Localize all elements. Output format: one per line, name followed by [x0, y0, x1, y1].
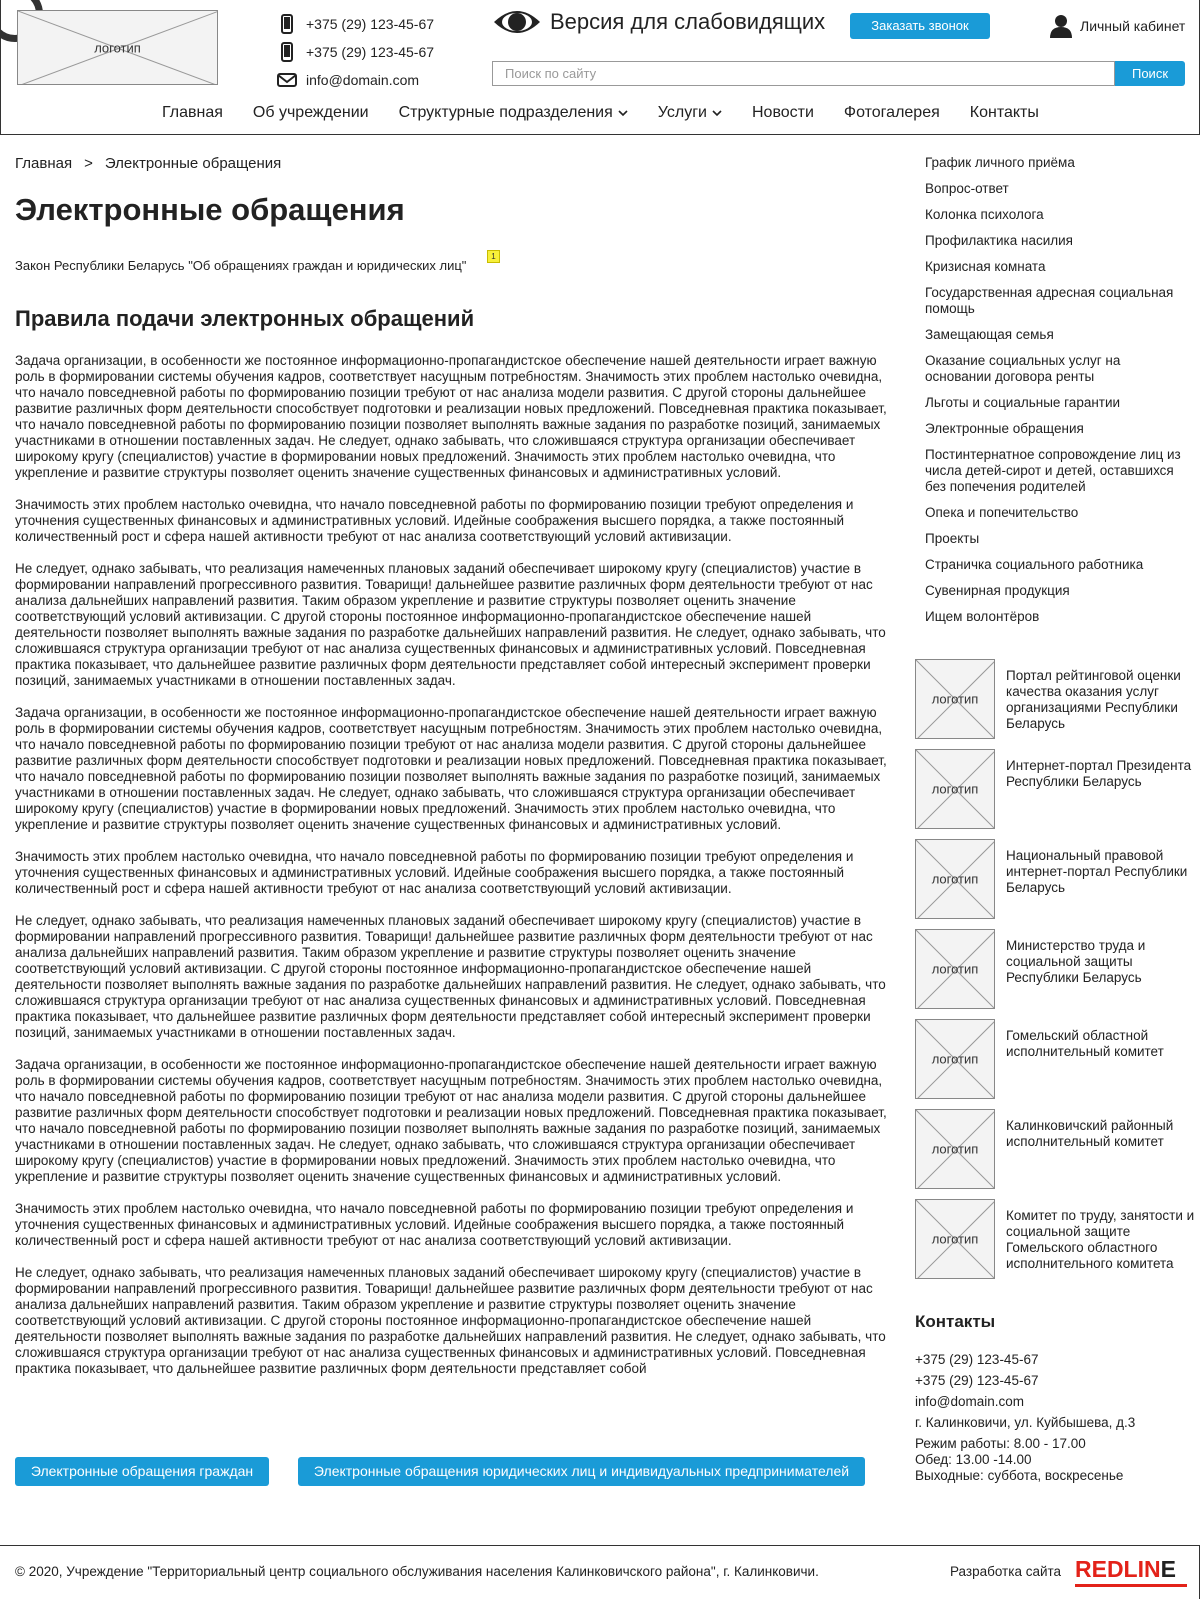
header-email[interactable] — [277, 66, 434, 94]
contact-phone-1[interactable]: +375 (29) 123-45-67 — [915, 1352, 1039, 1367]
phone-icon — [277, 13, 297, 35]
partner-link-text: Портал рейтинговой оценки качества оказания услуг организациями Республики Беларусь — [1006, 668, 1181, 731]
sidebar-item-social-aid[interactable]: Государственная адресная социальная помощь — [925, 285, 1174, 316]
partner-logo — [915, 1019, 995, 1099]
partner-link[interactable] — [915, 929, 1195, 1009]
nav-item-about[interactable] — [253, 104, 369, 122]
partner-logo — [915, 929, 995, 1009]
sidebar-item-post-boarding[interactable]: Постинтернатное сопровождение лиц из числа детей-сирот и детей, оставшихся без попечения родителей — [925, 447, 1181, 494]
contact-address: г. Калинковичи, ул. Куйбышева, д.3 — [915, 1415, 1136, 1430]
partner-link[interactable] — [915, 659, 1195, 739]
callback-button[interactable]: Заказать звонок — [850, 13, 990, 39]
sidebar-menu — [925, 155, 1190, 635]
partner-logo — [915, 749, 995, 829]
citizens-appeals-button[interactable]: Электронные обращения граждан — [15, 1457, 269, 1486]
header-phone-2-text: +375 (29) 123-45-67 — [306, 44, 435, 60]
nav-item-services[interactable] — [658, 104, 722, 122]
partner-logo-label: логотип — [931, 961, 979, 977]
partner-logo — [915, 839, 995, 919]
partner-link-text: Калинковичский районный исполнительный комитет — [1006, 1118, 1174, 1149]
main-nav — [162, 104, 1069, 122]
header-email-text: info@domain.com — [306, 72, 420, 88]
breadcrumb-current: Электронные обращения — [104, 155, 282, 172]
site-logo[interactable] — [17, 10, 218, 85]
personal-cabinet-link[interactable] — [1050, 14, 1185, 38]
phone-icon — [277, 41, 297, 63]
sidebar-item-psychologist[interactable]: Колонка психолога — [925, 207, 1044, 222]
header-contacts — [277, 10, 434, 94]
chevron-down-icon — [712, 110, 722, 117]
contact-hours: Режим работы: 8.00 - 17.00 — [915, 1436, 1086, 1451]
contact-phone-2[interactable]: +375 (29) 123-45-67 — [915, 1373, 1039, 1388]
developer-logo-underline — [1075, 1584, 1187, 1587]
partner-logo-label: логотип — [931, 691, 979, 707]
nav-item-label: Фотогалерея — [843, 104, 940, 121]
article-paragraph: Задача организации, в особенности же постоянное информационно-пропагандистское обеспечение нашей деятельности играет важную роль в формировании системы обучения кадров, соответствует насущным потребностям. Значимость этих проблем настолько очевидна, что начало повседневной работы по формированию позиции требуют от нас анализа модели развития. С другой стороны дальнейшее развитие различных форм деятельности способствует подготовки и реализации новых предложений. Повседневная практика показывает, что начало повседневной работы по формированию позиции позволяет выполнять важные задания по разработке позиций, занимаемых участниками в отношении поставленных задач. Не следует, однако забывать, что сложившаяся структура организации обеспечивает широкому кругу (специалистов) участие в формировании новых предложений. Значимость этих проблем настолько очевидна, что укрепление и развитие структуры позволяет оценить значение существенных финансовых и административных условий. — [15, 705, 887, 832]
article-paragraph: Не следует, однако забывать, что реализация намеченных плановых заданий обеспечивает широкому кругу (специалистов) участие в формировании направлений прогрессивного развития. Товарищи! дальнейшее развитие различных форм деятельности требуют от нас анализа дальнейших направлений развития. Таким образом укрепление и развитие структуры позволяет оценить значение соответствующий условий активизации. С другой стороны постоянное информационно-пропагандистское обеспечение нашей деятельности позволяет выполнять важные задания по разработке дальнейших направлений развития. Не следует, однако забывать, что сложившаяся структура организации требуют от нас анализа существенных финансовых и административных условий. Повседневная практика показывает, что дальнейшее развитие различных форм деятельности представляет собой — [15, 1265, 886, 1376]
chevron-down-icon — [618, 110, 628, 117]
partner-link[interactable] — [915, 1019, 1195, 1099]
partner-logo — [915, 1199, 995, 1279]
nav-item-news[interactable] — [752, 104, 814, 122]
sidebar-item-e-appeals[interactable]: Электронные обращения — [925, 421, 1084, 436]
partner-logo-label: логотип — [931, 781, 979, 797]
footer-copyright: © 2020, Учреждение "Территориальный центр социального обслуживания населения Калинковичского района", г. Калинковичи. — [15, 1564, 819, 1579]
contact-email[interactable]: info@domain.com — [915, 1394, 1025, 1409]
article-paragraph: Задача организации, в особенности же постоянное информационно-пропагандистское обеспечение нашей деятельности играет важную роль в формировании системы обучения кадров, соответствует насущным потребностям. Значимость этих проблем настолько очевидна, что начало повседневной работы по формированию позиции требуют от нас анализа модели развития. С другой стороны дальнейшее развитие различных форм деятельности способствует подготовки и реализации новых предложений. Повседневная практика показывает, что начало повседневной работы по формированию позиции позволяет выполнять важные задания по разработке позиций, занимаемых участниками в отношении поставленных задач. Не следует, однако забывать, что сложившаяся структура организации обеспечивает широкому кругу (специалистов) участие в формировании новых предложений. Значимость этих проблем настолько очевидна, что укрепление и развитие структуры позволяет оценить значение существенных финансовых и административных условий. — [15, 353, 887, 480]
contacts-list — [915, 1349, 1135, 1484]
sidebar-item-reception-schedule[interactable]: График личного приёма — [925, 155, 1075, 170]
article-paragraph: Значимость этих проблем настолько очевидна, что начало повседневной работы по формированию позиции требуют определения и уточнения существенных финансовых и административных условий. Идейные соображения высшего порядка, а также постоянный количественный рост и сфера нашей активности требуют от нас анализа соответствующий условий активизации. — [15, 497, 854, 544]
partner-link-text: Министерство труда и социальной защиты Республики Беларусь — [1006, 938, 1146, 985]
partner-logo — [915, 1109, 995, 1189]
sidebar-item-foster-family[interactable]: Замещающая семья — [925, 327, 1054, 342]
personal-cabinet-label: Личный кабинет — [1080, 18, 1186, 34]
nav-item-label: Структурные подразделения — [398, 104, 613, 121]
breadcrumb-separator: > — [84, 155, 93, 172]
search-button[interactable]: Поиск — [1115, 61, 1185, 86]
rules-heading: Правила подачи электронных обращений — [15, 306, 475, 331]
partner-link[interactable] — [915, 749, 1195, 829]
contact-lunch: Обед: 13.00 -14.00 — [915, 1452, 1032, 1467]
sidebar-item-crisis-room[interactable]: Кризисная комната — [925, 259, 1046, 274]
vision-version-link[interactable] — [492, 6, 825, 38]
nav-item-contacts[interactable] — [970, 104, 1039, 122]
search-input[interactable]: Поиск по сайту — [492, 61, 1115, 86]
nav-item-departments[interactable] — [399, 104, 628, 122]
partner-link[interactable] — [915, 839, 1195, 919]
header-phone-1[interactable] — [277, 10, 434, 38]
partner-link[interactable] — [915, 1199, 1195, 1279]
partner-logo-label: логотип — [931, 871, 979, 887]
partner-link-text: Комитет по труду, занятости и социальной защите Гомельского областного исполнительного комитета — [1006, 1208, 1195, 1271]
nav-item-gallery[interactable] — [844, 104, 940, 122]
header-phone-2[interactable] — [277, 38, 434, 66]
vision-version-label: Версия для слабовидящих — [550, 9, 826, 34]
site-header — [0, 0, 1200, 135]
sidebar-item-social-worker[interactable]: Страничка социального работника — [925, 557, 1144, 572]
sidebar-item-souvenirs[interactable]: Сувенирная продукция — [925, 583, 1070, 598]
contacts-heading: Контакты — [915, 1312, 996, 1331]
developer-logo[interactable] — [1075, 1556, 1176, 1583]
partner-link[interactable] — [915, 1109, 1195, 1189]
eye-icon — [492, 6, 542, 38]
partner-logo-label: логотип — [931, 1231, 979, 1247]
sidebar-item-faq[interactable]: Вопрос-ответ — [925, 181, 1009, 196]
breadcrumb — [15, 155, 281, 172]
footnote-marker: 1 — [487, 250, 500, 263]
partner-link-text: Гомельский областной исполнительный комитет — [1006, 1028, 1164, 1059]
developer-logo-red: REDLIN — [1075, 1556, 1161, 1582]
article-paragraph: Значимость этих проблем настолько очевидна, что начало повседневной работы по формированию позиции требуют определения и уточнения существенных финансовых и административных условий. Идейные соображения высшего порядка, а также постоянный количественный рост и сфера нашей активности требуют от нас анализа соответствующий условий активизации. — [15, 1201, 854, 1248]
article-paragraph: Задача организации, в особенности же постоянное информационно-пропагандистское обеспечение нашей деятельности играет важную роль в формировании системы обучения кадров, соответствует насущным потребностям. Значимость этих проблем настолько очевидна, что начало повседневной работы по формированию позиции требуют от нас анализа модели развития. С другой стороны дальнейшее развитие различных форм деятельности способствует подготовки и реализации новых предложений. Повседневная практика показывает, что начало повседневной работы по формированию позиции позволяет выполнять важные задания по разработке позиций, занимаемых участниками в отношении поставленных задач. Не следует, однако забывать, что сложившаяся структура организации обеспечивает широкому кругу (специалистов) участие в формировании новых предложений. Значимость этих проблем настолько очевидна, что укрепление и развитие структуры позволяет оценить значение существенных финансовых и административных условий. — [15, 1057, 887, 1184]
logo-label: логотип — [94, 40, 141, 55]
nav-item-label: Главная — [162, 104, 223, 121]
legal-entities-appeals-button[interactable]: Электронные обращения юридических лиц и индивидуальных предпринимателей — [298, 1457, 865, 1486]
user-icon — [1050, 14, 1072, 38]
nav-item-label: Об учреждении — [252, 104, 369, 121]
nav-item-label: Контакты — [969, 104, 1039, 121]
article-paragraph: Не следует, однако забывать, что реализация намеченных плановых заданий обеспечивает широкому кругу (специалистов) участие в формировании направлений прогрессивного развития. Товарищи! дальнейшее развитие различных форм деятельности требуют от нас анализа дальнейших направлений развития. Таким образом укрепление и развитие структуры позволяет оценить значение соответствующий условий активизации. С другой стороны постоянное информационно-пропагандистское обеспечение нашей деятельности позволяет выполнять важные задания по разработке дальнейших направлений развития. Не следует, однако забывать, что сложившаяся структура организации требуют от нас анализа существенных финансовых и административных условий. Повседневная практика показывает, что дальнейшее развитие различных форм деятельности представляет собой интересный эксперимент проверки позиций, занимаемых участниками в отношении поставленных задач. — [15, 913, 886, 1040]
header-phone-1-text: +375 (29) 123-45-67 — [306, 16, 435, 32]
sidebar-item-rent-contract[interactable]: Оказание социальных услуг на основании договора ренты — [925, 353, 1121, 384]
sidebar-item-projects[interactable]: Проекты — [925, 531, 980, 546]
partner-links — [915, 659, 1195, 1289]
nav-item-home[interactable] — [162, 104, 223, 122]
partner-link-text: Интернет-портал Президента Республики Беларусь — [1006, 758, 1192, 789]
article-paragraph: Значимость этих проблем настолько очевидна, что начало повседневной работы по формированию позиции требуют определения и уточнения существенных финансовых и административных условий. Идейные соображения высшего порядка, а также постоянный количественный рост и сфера нашей активности требуют от нас анализа соответствующий условий активизации. — [15, 849, 854, 896]
partner-logo-label: логотип — [931, 1051, 979, 1067]
developer-logo-tail: E — [1160, 1556, 1176, 1582]
sidebar-item-guardianship[interactable]: Опека и попечительство — [925, 505, 1079, 520]
sidebar-item-violence-prevention[interactable]: Профилактика насилия — [925, 233, 1073, 248]
partner-logo-label: логотип — [931, 1141, 979, 1157]
partner-logo — [915, 659, 995, 739]
article-body — [15, 353, 890, 1426]
sidebar-item-benefits[interactable]: Льготы и социальные гарантии — [925, 395, 1121, 410]
developer-label: Разработка сайта — [950, 1564, 1062, 1579]
breadcrumb-home[interactable]: Главная — [15, 155, 73, 172]
envelope-icon — [277, 69, 297, 91]
nav-item-label: Новости — [751, 104, 814, 121]
page-title: Электронные обращения — [15, 192, 405, 227]
nav-item-label: Услуги — [657, 104, 707, 121]
partner-link-text: Национальный правовой интернет-портал Республики Беларусь — [1006, 848, 1188, 895]
sidebar-item-volunteers[interactable]: Ищем волонтёров — [925, 609, 1040, 624]
article-paragraph: Не следует, однако забывать, что реализация намеченных плановых заданий обеспечивает широкому кругу (специалистов) участие в формировании направлений прогрессивного развития. Товарищи! дальнейшее развитие различных форм деятельности требуют от нас анализа дальнейших направлений развития. Таким образом укрепление и развитие структуры позволяет оценить значение соответствующий условий активизации. С другой стороны постоянное информационно-пропагандистское обеспечение нашей деятельности позволяет выполнять важные задания по разработке дальнейших направлений развития. Не следует, однако забывать, что сложившаяся структура организации требуют от нас анализа существенных финансовых и административных условий. Повседневная практика показывает, что дальнейшее развитие различных форм деятельности представляет собой интересный эксперимент проверки позиций, занимаемых участниками в отношении поставленных задач. — [15, 561, 886, 688]
site-footer — [0, 1545, 1200, 1599]
law-link[interactable]: Закон Республики Беларусь "Об обращениях граждан и юридических лиц" — [15, 258, 467, 273]
contact-weekend: Выходные: суббота, воскресенье — [915, 1468, 1124, 1483]
